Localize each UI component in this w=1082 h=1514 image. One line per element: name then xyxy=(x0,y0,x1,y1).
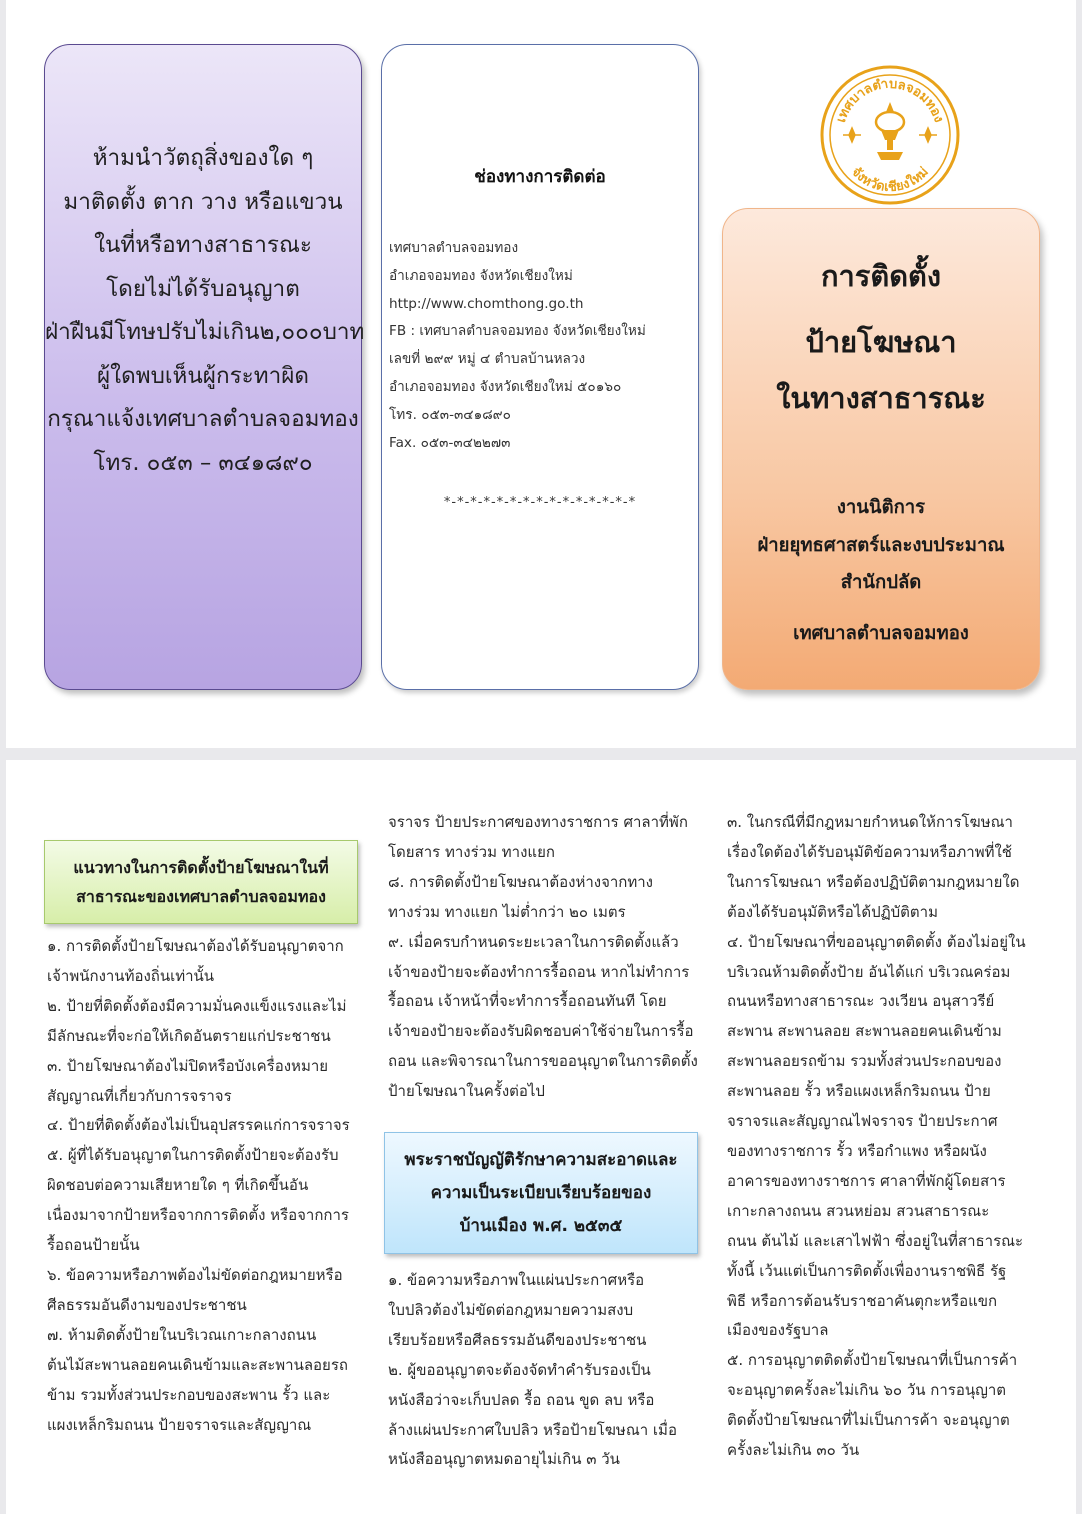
text-line: ของทางราชการ รั้ว หรือกำแพง หรือผนัง xyxy=(727,1141,987,1160)
guidelines-heading-line: แนวทางในการติดตั้งป้ายโฆษณาในที่ xyxy=(73,858,329,877)
text-line: ศีลธรรมอันดีงามของประชาชน xyxy=(47,1295,247,1314)
text-line: ๕. ผู้ที่ได้รับอนุญาตในการติดตั้งป้ายจะต้องรับ xyxy=(47,1146,339,1165)
text-line: ๒. ป้ายที่ติดตั้งต้องมีความมั่นคงแข็งแรงและไม่ xyxy=(47,996,347,1015)
brochure-inside-page xyxy=(6,760,1076,1514)
text-line: แผงเหล็กริมถนน ป้ายจราจรและสัญญาณ xyxy=(47,1415,312,1434)
text-line: เนื่องมาจากป้ายหรือจากการติดตั้ง หรือจากการ xyxy=(47,1206,349,1225)
text-line: สะพานลอย รั้ว หรือแผงเหล็กริมถนน ป้าย xyxy=(727,1082,991,1101)
text-line: ๕. การอนุญาตติดตั้งป้ายโฆษณาที่เป็นการค้า xyxy=(727,1351,1018,1370)
contact-details xyxy=(389,235,692,457)
cover-dept-office: สำนักปลัด xyxy=(840,572,922,593)
text-line: เจ้าพนักงานท้องถิ่นเท่านั้น xyxy=(47,966,215,985)
text-line: ต้นไม้สะพานลอยคนเดินข้ามและสะพานลอยรถ xyxy=(47,1355,348,1374)
warning-line: ในที่หรือทางสาธารณะ xyxy=(94,232,312,258)
text-line: ๒. ผู้ขออนุญาตจะต้องจัดทำคำรับรองเป็น xyxy=(388,1360,651,1379)
text-line: สะพาน สะพานลอย สะพานลอยคนเดินข้าม xyxy=(727,1022,1002,1041)
contact-district: อำเภอจอมทอง จังหวัดเชียงใหม่ xyxy=(389,267,573,284)
text-line: ล้างแผ่นประกาศใบปลิว หรือป้ายโฆษณา เมื่อ xyxy=(388,1420,677,1439)
text-line: โดยสาร ทางร่วม ทางแยก xyxy=(388,842,555,861)
cover-dept-division: ฝ่ายยุทธศาสตร์และงบประมาณ xyxy=(757,535,1005,556)
act-heading-line: บ้านเมือง พ.ศ. ๒๕๓๕ xyxy=(459,1215,623,1236)
text-line: รื้อถอนป้ายนั้น xyxy=(47,1236,140,1255)
text-line: ๓. ในกรณีที่มีกฎหมายกำหนดให้การโฆษณา xyxy=(727,813,1013,831)
text-line: ป้ายโฆษณาในครั้งต่อไป xyxy=(388,1082,545,1101)
warning-line: โดยไม่ได้รับอนุญาต xyxy=(106,275,300,302)
text-line: ข้าม รวมทั้งส่วนประกอบของสะพาน รั้ว และ xyxy=(47,1385,331,1404)
cover-title-line-3: ในทางสาธารณะ xyxy=(776,381,986,415)
text-line: จะอนุญาตครั้งละไม่เกิน ๖๐ วัน การอนุญาต xyxy=(727,1381,1007,1400)
text-line: เมืองของรัฐบาล xyxy=(727,1321,829,1340)
text-line: ๑. การติดตั้งป้ายโฆษณาต้องได้รับอนุญาตจาก xyxy=(47,937,344,955)
contact-facebook: FB : เทศบาลตำบลจอมทอง จังหวัดเชียงใหม่ xyxy=(389,323,646,340)
act-heading-line: พระราชบัญญัติรักษาความสะอาดและ xyxy=(404,1149,678,1170)
brochure-outside-page xyxy=(6,0,1076,748)
act-heading-line: ความเป็นระเบียบเรียบร้อยของ xyxy=(430,1182,652,1203)
text-line: อาคารของทางราชการ ศาลาที่พักผู้โดยสาร xyxy=(727,1171,1006,1190)
text-line: ๔. ป้ายที่ติดตั้งต้องไม่เป็นอุปสรรคแก่การจราจร xyxy=(47,1116,350,1135)
text-line: ๖. ข้อความหรือภาพต้องไม่ขัดต่อกฎหมายหรือ xyxy=(47,1265,343,1284)
text-line: เกาะกลางถนน สวนหย่อม สวนสาธารณะ xyxy=(727,1201,990,1220)
contact-address-2: อำเภอจอมทอง จังหวัดเชียงใหม่ ๕๐๑๖๐ xyxy=(389,378,622,395)
text-line: ๔. ป้ายโฆษณาที่ขออนุญาตติดตั้ง ต้องไม่อยู่ใน xyxy=(727,932,1026,951)
text-line: ๓. ป้ายโฆษณาต้องไม่ปิดหรือบังเครื่องหมาย xyxy=(47,1056,329,1075)
guidelines-column-1 xyxy=(47,932,359,1440)
text-line: ๗. ห้ามติดตั้งป้ายในบริเวณเกาะกลางถนน xyxy=(47,1325,317,1344)
seal-top-text: เทศบาลตำบลจอมทอง xyxy=(833,76,947,125)
warning-line: ฝ่าฝืนมีโทษปรับไม่เกิน๒,๐๐๐บาท xyxy=(45,319,365,345)
text-line: ถอน และพิจารณาในการขออนุญาตในการติดตั้ง xyxy=(388,1052,698,1071)
text-line: จราจร ป้ายประกาศของทางราชการ ศาลาที่พัก xyxy=(388,813,688,831)
text-line: ต้องได้รับอนุมัติหรือได้ปฏิบัติตาม xyxy=(727,902,938,921)
contact-org: เทศบาลตำบลจอมทอง xyxy=(389,240,519,256)
text-line: สะพานลอยรถข้าม รวมทั้งส่วนประกอบของ xyxy=(727,1052,1002,1071)
cover-dept-unit: งานนิติการ xyxy=(836,497,926,518)
text-line: เจ้าของป้ายจะต้องทำการรื้อถอน หากไม่ทำการ xyxy=(388,962,690,981)
act-column-2 xyxy=(388,1266,700,1475)
cover-dept-municipality: เทศบาลตำบลจอมทอง xyxy=(793,623,969,644)
warning-line: กรุณาแจ้งเทศบาลตำบลจอมทอง xyxy=(47,406,359,432)
text-line: ๘. การติดตั้งป้ายโฆษณาต้องห่างจากทาง xyxy=(388,872,654,891)
contact-address: เลขที่ ๒๙๙ หมู่ ๔ ตำบลบ้านหลวง xyxy=(389,351,586,368)
text-line: จราจรและสัญญาณไฟจราจร ป้ายประกาศ xyxy=(727,1112,998,1131)
text-line: ผิดชอบต่อความเสียหายใด ๆ ที่เกิดขึ้นอัน xyxy=(47,1176,309,1195)
warning-panel xyxy=(44,44,365,690)
guidelines-heading-box xyxy=(44,840,358,924)
text-line: หนังสืออนุญาตหมดอายุไม่เกิน ๓ วัน xyxy=(388,1450,620,1469)
cover-title-line-1: การติดตั้ง xyxy=(820,259,942,293)
text-line: หนังสือว่าจะเก็บปลด รื้อ ถอน ขูด ลบ หรือ xyxy=(388,1390,655,1409)
contact-fax: Fax. ๐๕๓-๓๔๒๒๗๓ xyxy=(389,434,511,451)
text-line: เรียบร้อยหรือศีลธรรมอันดีของประชาชน xyxy=(388,1330,647,1349)
warning-line: โทร. ๐๕๓ – ๓๔๑๘๙๐ xyxy=(93,449,313,476)
contact-title: ช่องทางการติดต่อ xyxy=(474,167,606,187)
warning-line: ผู้ใดพบเห็นผู้กระทาผิด xyxy=(96,362,310,389)
text-line: บริเวณห้ามติดตั้งป้าย อันได้แก่ บริเวณคร่อม xyxy=(727,962,1011,981)
cover-panel xyxy=(722,208,1040,690)
star-divider: *-*-*-*-*-*-*-*-*-*-*-*-*-*-* xyxy=(443,495,637,510)
text-line: พิธี หรือการต้อนรับราชอาคันตุกะหรือแขก xyxy=(727,1291,998,1310)
text-line: สัญญาณที่เกี่ยวกับการจราจร xyxy=(47,1086,232,1105)
seal-bottom-text: จังหวัดเชียงใหม่ xyxy=(848,164,932,196)
text-line: ในการโฆษณา หรือต้องปฏิบัติตามกฎหมายใด xyxy=(727,872,1020,891)
guidelines-heading-line: สาธารณะของเทศบาลตำบลจอมทอง xyxy=(76,887,326,906)
warning-text xyxy=(45,137,365,485)
municipality-seal-icon xyxy=(819,64,961,206)
text-line: ติดตั้งป้ายโฆษณาที่ไม่เป็นการค้า จะอนุญาต xyxy=(727,1411,1010,1430)
guidelines-column-2 xyxy=(388,808,700,1107)
warning-line: ห้ามนำวัตถุสิ่งของใด ๆ xyxy=(92,145,314,171)
text-line: ถนนหรือทางสาธารณะ วงเวียน อนุสาวรีย์ xyxy=(727,992,995,1011)
contact-phone: โทร. ๐๕๓-๓๔๑๘๙๐ xyxy=(389,406,511,423)
text-line: ถนน ต้นไม้ และเสาไฟฟ้า ซึ่งอยู่ในที่สาธารณะ xyxy=(727,1231,1024,1250)
text-line: ครั้งละไม่เกิน ๓๐ วัน xyxy=(727,1441,860,1460)
contact-panel xyxy=(381,44,699,690)
text-line: เจ้าของป้ายจะต้องรับผิดชอบค่าใช้จ่ายในการรื้อ xyxy=(388,1022,694,1041)
act-column-3 xyxy=(727,808,1039,1466)
text-line: ทั้งนี้ เว้นแต่เป็นการติดตั้งเพื่องานราชพิธี รัฐ xyxy=(727,1261,1007,1280)
cover-title-line-2: ป้ายโฆษณา xyxy=(805,325,957,359)
text-line: ทางร่วม ทางแยก ไม่ต่ำกว่า ๒๐ เมตร xyxy=(388,902,626,921)
act-heading-box xyxy=(384,1132,698,1254)
warning-line: มาติดตั้ง ตาก วาง หรือแขวน xyxy=(63,188,343,215)
text-line: ใบปลิวต้องไม่ขัดต่อกฎหมายความสงบ xyxy=(388,1300,634,1319)
text-line: ๙. เมื่อครบกำหนดระยะเวลาในการติดตั้งแล้ว xyxy=(388,932,679,951)
text-line: รื้อถอน เจ้าหน้าที่จะทำการรื้อถอนทันที โดย xyxy=(388,992,667,1011)
text-line: มีลักษณะที่จะก่อให้เกิดอันตรายแก่ประชาชน xyxy=(47,1026,331,1045)
text-line: เรื่องใดต้องได้รับอนุมัติข้อความหรือภาพที่ใช้ xyxy=(727,842,1012,861)
text-line: ๑. ข้อความหรือภาพในแผ่นประกาศหรือ xyxy=(388,1271,645,1289)
contact-website: http://www.chomthong.go.th xyxy=(389,295,584,312)
